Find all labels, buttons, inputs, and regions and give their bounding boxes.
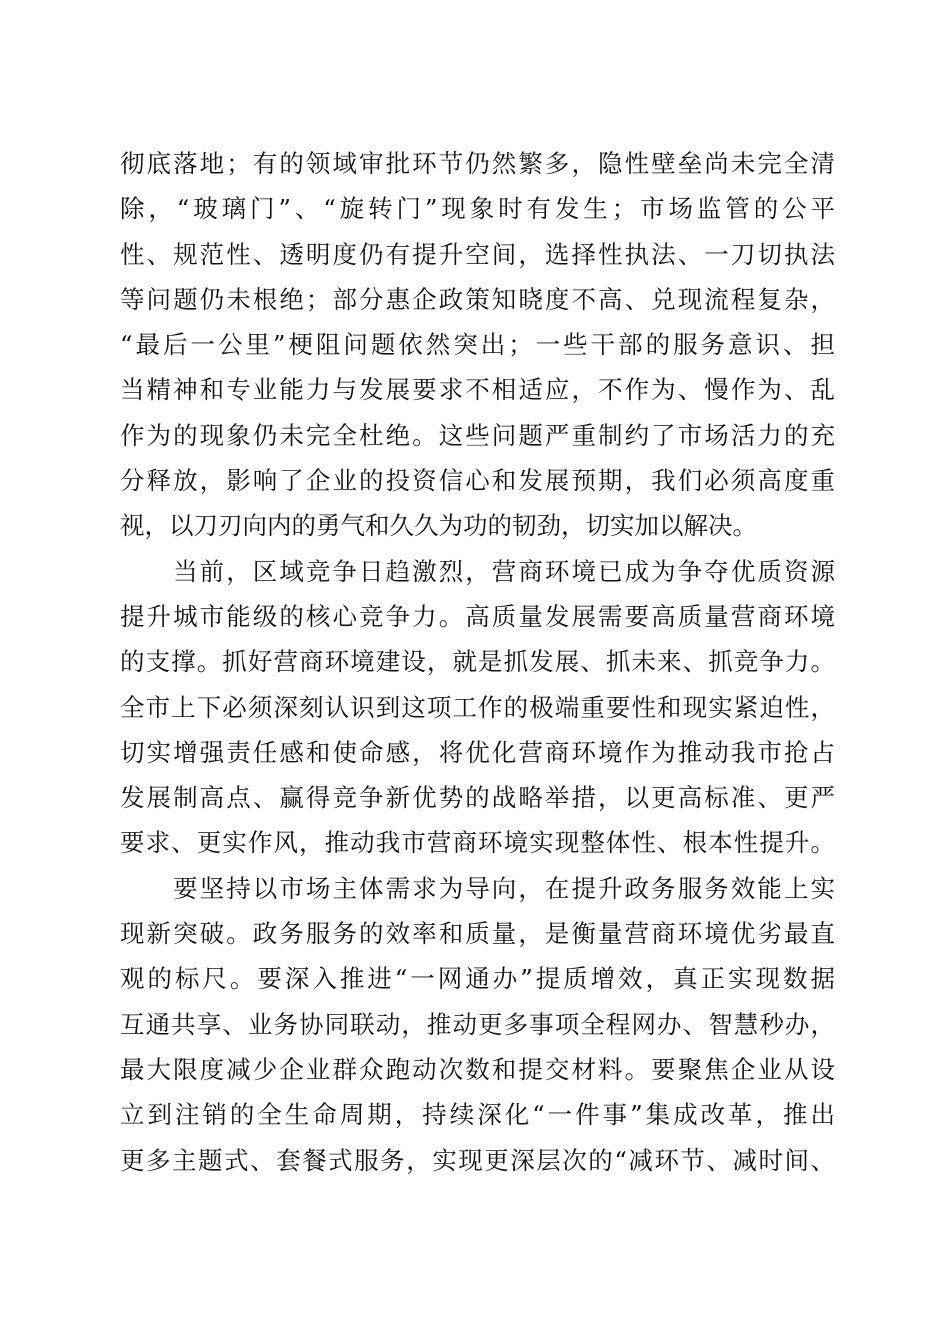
text-line-8: 分释放，影响了企业的投资信心和发展预期，我们必须高度重 [120,466,835,496]
text-line-17: 要坚持以市场主体需求为导向，在提升政务服务效能上实 [120,873,835,903]
text-line-20: 互通共享、业务协同联动，推动更多事项全程网办、智慧秒办， [120,1009,835,1039]
text-line-22: 立到注销的全生命周期，持续深化“一件事”集成改革，推出 [120,1100,835,1130]
text-line-14: 切实增强责任感和使命感，将优化营商环境作为推动我市抢占 [120,737,835,767]
text-line-4: 等问题仍未根绝；部分惠企政策知晓度不高、兑现流程复杂， [120,284,835,314]
text-line-1: 彻底落地；有的领域审批环节仍然繁多，隐性壁垒尚未完全清 [120,149,835,178]
text-line-21: 最大限度减少企业群众跑动次数和提交材料。要聚焦企业从设 [120,1054,835,1084]
text-line-12: 的支撑。抓好营商环境建设，就是抓发展、抓未来、抓竞争力。 [120,647,835,677]
text-line-5: “最后一公里”梗阻问题依然突出；一些干部的服务意识、担 [120,330,835,360]
text-line-11: 提升城市能级的核心竞争力。高质量发展需要高质量营商环境 [120,601,835,631]
text-line-15: 发展制高点、赢得竞争新优势的战略举措，以更高标准、更严 [120,783,835,813]
text-line-7: 作为的现象仍未完全杜绝。这些问题严重制约了市场活力的充 [120,420,835,450]
text-line-6: 当精神和专业能力与发展要求不相适应，不作为、慢作为、乱 [120,375,835,405]
text-line-10: 当前，区域竞争日趋激烈，营商环境已成为争夺优质资源 [120,556,835,586]
body-text [120,141,835,1183]
text-line-13: 全市上下必须深刻认识到这项工作的极端重要性和现实紧迫性， [120,692,835,722]
text-line-3: 性、规范性、透明度仍有提升空间，选择性执法、一刀切执法 [120,239,835,269]
text-line-18: 现新突破。政务服务的效率和质量，是衡量营商环境优劣最直 [120,919,835,949]
text-line-23: 更多主题式、套餐式服务，实现更深层次的“减环节、减时间、 [120,1145,835,1175]
text-line-9: 视，以刀刃向内的勇气和久久为功的韧劲，切实加以解决。 [120,511,757,541]
text-line-16: 要求、更实作风，推动我市营商环境实现整体性、根本性提升。 [120,828,835,858]
text-line-2: 除，“玻璃门”、“旋转门”现象时有发生；市场监管的公平 [120,194,835,224]
text-line-19: 观的标尺。要深入推进“一网通办”提质增效，真正实现数据 [120,964,835,994]
